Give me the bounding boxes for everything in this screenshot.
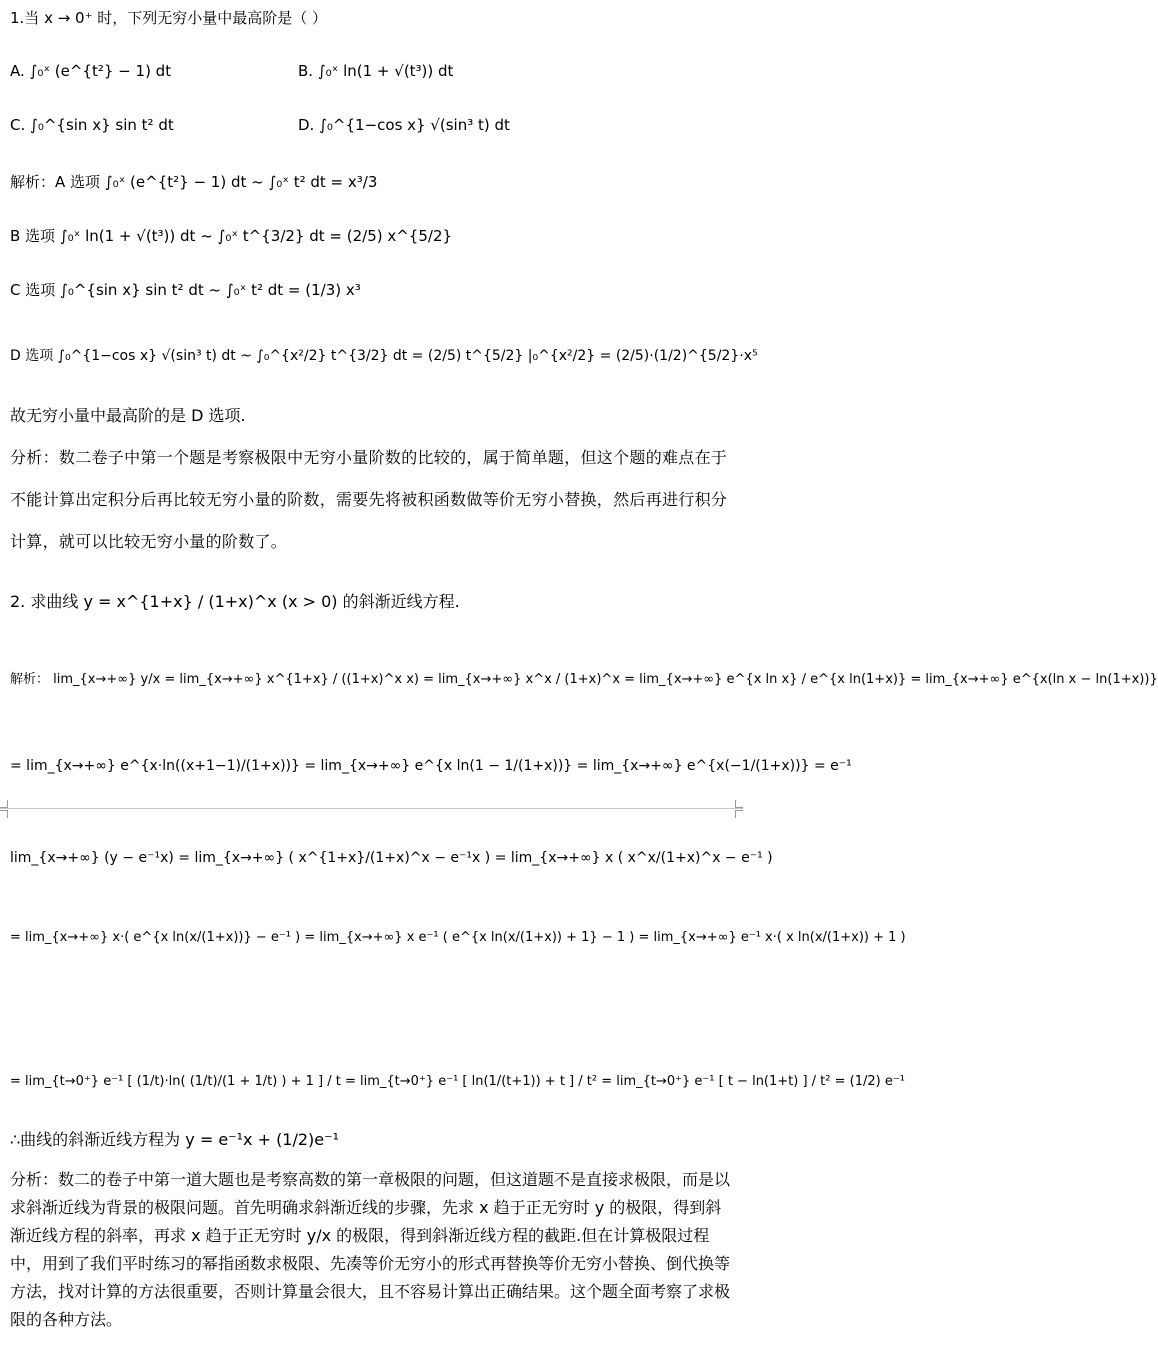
q1-option-d: D. ∫₀^{1−cos x} √(sin³ t) dt [298, 116, 510, 134]
q1-option-c: C. ∫₀^{sin x} sin t² dt [10, 116, 174, 134]
q2-step5: = lim_{t→0⁺} e⁻¹ [ (1/t)·ln( (1/t)/(1 + 1/t) ) + 1 ] / t = lim_{t→0⁺} e⁻¹ [ ln(1/(t+1)) + t ] / t² = lim_{t→0⁺} e⁻¹ [ t − ln(1+t) ] / t² = (1/2) e⁻¹ [10, 1074, 905, 1089]
q1-solution-c: C 选项 ∫₀^{sin x} sin t² dt ~ ∫₀ˣ t² dt = (1/3) x³ [10, 281, 361, 299]
q1-option-b: B. ∫₀ˣ ln(1 + √(t³)) dt [298, 62, 454, 80]
q2-analysis: 分析：数二的卷子中第一道大题也是考察高数的第一章极限的问题，但这道题不是直接求极限，而是以求斜渐近线为背景的极限问题。首先明确求斜渐近线的步骤，先求 x 趋于正无穷时 y 的极限，得到斜渐近线方程的斜率，再求 x 趋于正无穷时 y/x 的极限，得到斜渐近线方程的截距.但在计算极限过程中，用到了我们平时练习的幂指函数求极限、先凑等价无穷小的形式再替换等价无穷小替换、倒代换等方法，找对计算的方法很重要，否则计算量会很大，且不容易计算出正确结果。这个题全面考察了求极限的各种方法。 [10, 1170, 731, 1329]
q2-step1: 解析： lim_{x→+∞} y/x = lim_{x→+∞} x^{1+x} / ((1+x)^x x) = lim_{x→+∞} x^x / (1+x)^x = lim_{x→+∞} e^{x ln x} / e^{x ln(1+x)} = lim_{x→+∞} e^{x(ln x − ln(1+x))} [10, 672, 1158, 687]
q2-title: 2. 求曲线 y = x^{1+x} / (1+x)^x (x > 0) 的斜渐近线方程. [10, 592, 460, 611]
q2-step4: = lim_{x→+∞} x·( e^{x ln(x/(1+x))} − e⁻¹ ) = lim_{x→+∞} x e⁻¹ ( e^{x ln(x/(1+x)) + 1} − 1 ) = lim_{x→+∞} e⁻¹ x·( x ln(x/(1+x)) + 1 ) [10, 930, 906, 945]
q2-step3: lim_{x→+∞} (y − e⁻¹x) = lim_{x→+∞} ( x^{1+x}/(1+x)^x − e⁻¹x ) = lim_{x→+∞} x ( x^x/(1+x)^x − e⁻¹ ) [10, 850, 773, 866]
page-corner-mark [0, 810, 8, 818]
page-corner-mark [0, 800, 8, 808]
q1-solution-d: D 选项 ∫₀^{1−cos x} √(sin³ t) dt ~ ∫₀^{x²/2} t^{3/2} dt = (2/5) t^{5/2} |₀^{x²/2} = (2/5)·(1/2)^{5/2}·x⁵ [10, 348, 758, 364]
q2-result: ∴曲线的斜渐近线方程为 y = e⁻¹x + (1/2)e⁻¹ [10, 1130, 340, 1149]
q2-step2: = lim_{x→+∞} e^{x·ln((x+1−1)/(1+x))} = lim_{x→+∞} e^{x ln(1 − 1/(1+x))} = lim_{x→+∞} e^{x(−1/(1+x))} = e⁻¹ [10, 758, 852, 774]
page-corner-mark [735, 800, 743, 808]
q1-analysis: 分析：数二卷子中第一个题是考察极限中无穷小量阶数的比较的，属于简单题，但这个题的难点在于不能计算出定积分后再比较无穷小量的阶数，需要先将被积函数做等价无穷小替换，然后再进行积分计算，就可以比较无穷小量的阶数了。 [10, 448, 728, 551]
q1-title: 1.当 x → 0⁺ 时，下列无穷小量中最高阶是（ ） [10, 9, 328, 27]
q1-solution-a: 解析：A 选项 ∫₀ˣ (e^{t²} − 1) dt ~ ∫₀ˣ t² dt = x³/3 [10, 173, 378, 191]
q1-conclusion: 故无穷小量中最高阶的是 D 选项. [10, 406, 246, 425]
q1-solution-b: B 选项 ∫₀ˣ ln(1 + √(t³)) dt ~ ∫₀ˣ t^{3/2} dt = (2/5) x^{5/2} [10, 227, 453, 245]
q1-option-a: A. ∫₀ˣ (e^{t²} − 1) dt [10, 62, 172, 80]
page-corner-mark [735, 810, 743, 818]
page-break-divider [0, 808, 743, 809]
